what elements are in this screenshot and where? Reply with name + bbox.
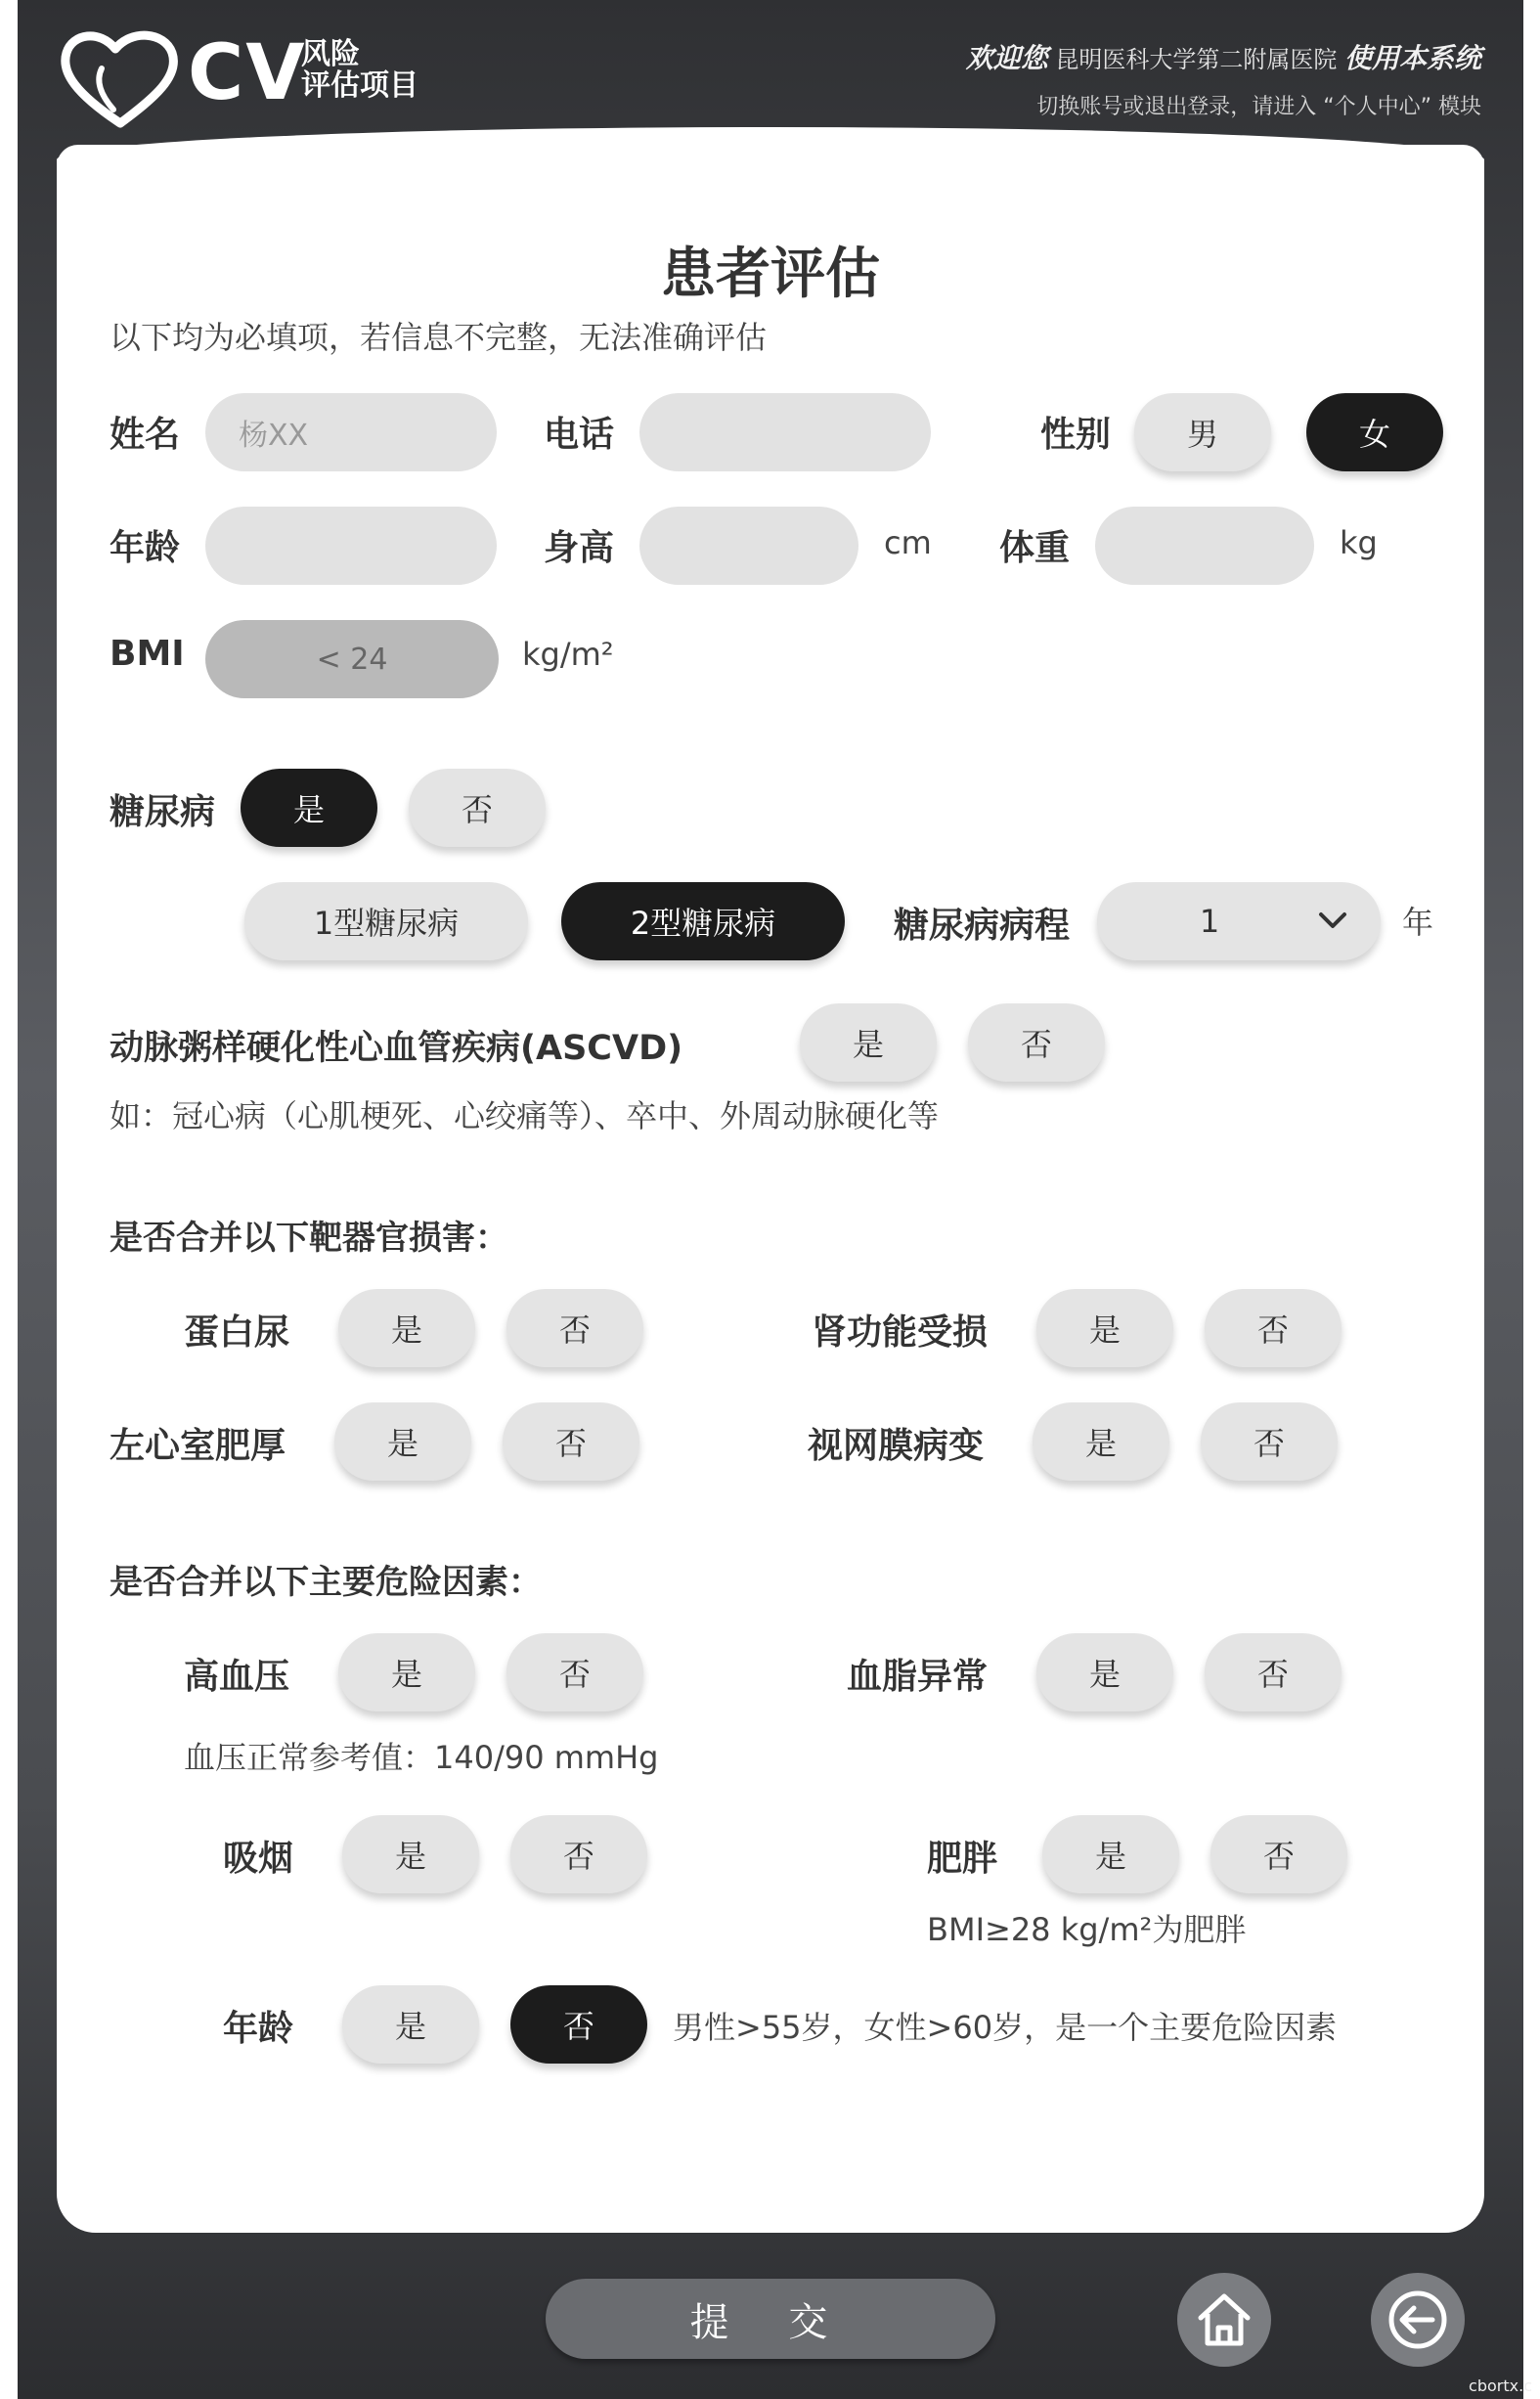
height-label: 身高 (544, 528, 615, 568)
smoking-label: 吸烟 (223, 1839, 294, 1879)
smoking-no-button[interactable]: 否 (510, 1815, 647, 1893)
name-label: 姓名 (110, 415, 181, 455)
account-hint: 切换账号或退出登录，请进入 “个人中心” 模块 (1036, 95, 1481, 119)
ascvd-no-button[interactable]: 否 (968, 1003, 1105, 1082)
risk-section-title: 是否合并以下主要危险因素： (110, 1563, 542, 1602)
retinopathy-no-button[interactable]: 否 (1201, 1402, 1338, 1481)
bmi-unit: kg/m² (522, 636, 614, 673)
logo-sub-line2: 评估项目 (301, 67, 418, 103)
hypertension-label: 高血压 (184, 1657, 290, 1697)
heart-logo-icon (57, 25, 184, 133)
submit-button[interactable]: 提 交 (546, 2279, 995, 2359)
dyslipidemia-no-button[interactable]: 否 (1205, 1633, 1342, 1711)
age-risk-hint: 男性>55岁，女性>60岁，是一个主要危险因素 (673, 2009, 1338, 2046)
height-unit: cm (884, 524, 932, 561)
weight-field[interactable] (1095, 507, 1314, 585)
home-icon (1193, 2288, 1255, 2351)
obesity-hint: BMI≥28 kg/m²为肥胖 (927, 1911, 1247, 1948)
lvh-label: 左心室肥厚 (110, 1426, 286, 1466)
renal-yes-button[interactable]: 是 (1036, 1289, 1173, 1367)
obesity-yes-button[interactable]: 是 (1042, 1815, 1179, 1893)
diabetes-course-unit: 年 (1402, 904, 1434, 941)
retinopathy-yes-button[interactable]: 是 (1033, 1402, 1169, 1481)
dyslipidemia-yes-button[interactable]: 是 (1036, 1633, 1173, 1711)
welcome-suffix: 使用本系统 (1343, 42, 1481, 74)
obesity-label: 肥胖 (927, 1839, 998, 1879)
proteinuria-label: 蛋白尿 (184, 1312, 290, 1353)
phone-field[interactable] (639, 393, 931, 471)
logo-subtitle (301, 39, 418, 101)
lvh-no-button[interactable]: 否 (503, 1402, 639, 1481)
age-risk-yes-button[interactable]: 是 (342, 1985, 479, 2064)
diabetes-type1-button[interactable]: 1型糖尿病 (244, 882, 528, 960)
diabetes-yes-button[interactable]: 是 (241, 769, 377, 847)
ascvd-yes-button[interactable]: 是 (800, 1003, 937, 1082)
proteinuria-no-button[interactable]: 否 (506, 1289, 643, 1367)
phone-label: 电话 (544, 415, 615, 455)
gender-male-button[interactable]: 男 (1134, 393, 1271, 471)
chevron-down-icon (1318, 908, 1347, 933)
retinopathy-label: 视网膜病变 (808, 1426, 985, 1466)
age-risk-no-button[interactable]: 否 (510, 1985, 647, 2064)
diabetes-course-label: 糖尿病病程 (894, 906, 1071, 946)
hypertension-hint: 血压正常参考值：140/90 mmHg (184, 1739, 659, 1776)
ascvd-hint: 如：冠心病（心肌梗死、心绞痛等）、卒中、外周动脉硬化等 (110, 1097, 940, 1134)
required-notice: 以下均为必填项，若信息不完整，无法准确评估 (110, 319, 768, 356)
assessment-card (57, 145, 1484, 2233)
welcome-prefix: 欢迎您 (965, 42, 1048, 74)
hypertension-no-button[interactable]: 否 (506, 1633, 643, 1711)
lvh-yes-button[interactable]: 是 (334, 1402, 471, 1481)
ascvd-label: 动脉粥样硬化性心血管疾病(ASCVD) (110, 1029, 683, 1068)
diabetes-course-value: 1 (1199, 903, 1220, 940)
diabetes-no-button[interactable]: 否 (409, 769, 546, 847)
name-field[interactable]: 杨XX (205, 393, 497, 471)
age-field[interactable] (205, 507, 497, 585)
weight-unit: kg (1340, 524, 1378, 561)
dyslipidemia-label: 血脂异常 (847, 1657, 989, 1697)
bmi-field: < 24 (205, 620, 499, 698)
weight-label: 体重 (999, 528, 1071, 568)
logout-button[interactable] (1371, 2273, 1465, 2367)
renal-label: 肾功能受损 (812, 1312, 989, 1353)
height-field[interactable] (639, 507, 858, 585)
age-label: 年龄 (110, 528, 181, 568)
obesity-no-button[interactable]: 否 (1210, 1815, 1347, 1893)
diabetes-course-select[interactable] (1097, 882, 1381, 960)
gender-female-button[interactable]: 女 (1306, 393, 1443, 471)
organ-section-title: 是否合并以下靶器官损害： (110, 1219, 508, 1258)
diabetes-label: 糖尿病 (110, 792, 216, 832)
gender-label: 性别 (1040, 415, 1112, 455)
logout-icon (1384, 2286, 1452, 2354)
page-title: 患者评估 (661, 243, 880, 306)
logo-text: CV (188, 29, 307, 117)
welcome-banner (966, 37, 1481, 120)
diabetes-type2-button[interactable]: 2型糖尿病 (561, 882, 845, 960)
app-logo (57, 25, 467, 133)
hospital-name: 昆明医科大学第二附属医院 (1055, 46, 1338, 73)
age-risk-label: 年龄 (223, 2009, 294, 2049)
smoking-yes-button[interactable]: 是 (342, 1815, 479, 1893)
bmi-label: BMI (110, 634, 185, 674)
logo-sub-line1: 风险 (301, 37, 360, 71)
home-button[interactable] (1177, 2273, 1271, 2367)
proteinuria-yes-button[interactable]: 是 (338, 1289, 475, 1367)
watermark: cbortx.c (1469, 2377, 1532, 2395)
hypertension-yes-button[interactable]: 是 (338, 1633, 475, 1711)
renal-no-button[interactable]: 否 (1205, 1289, 1342, 1367)
